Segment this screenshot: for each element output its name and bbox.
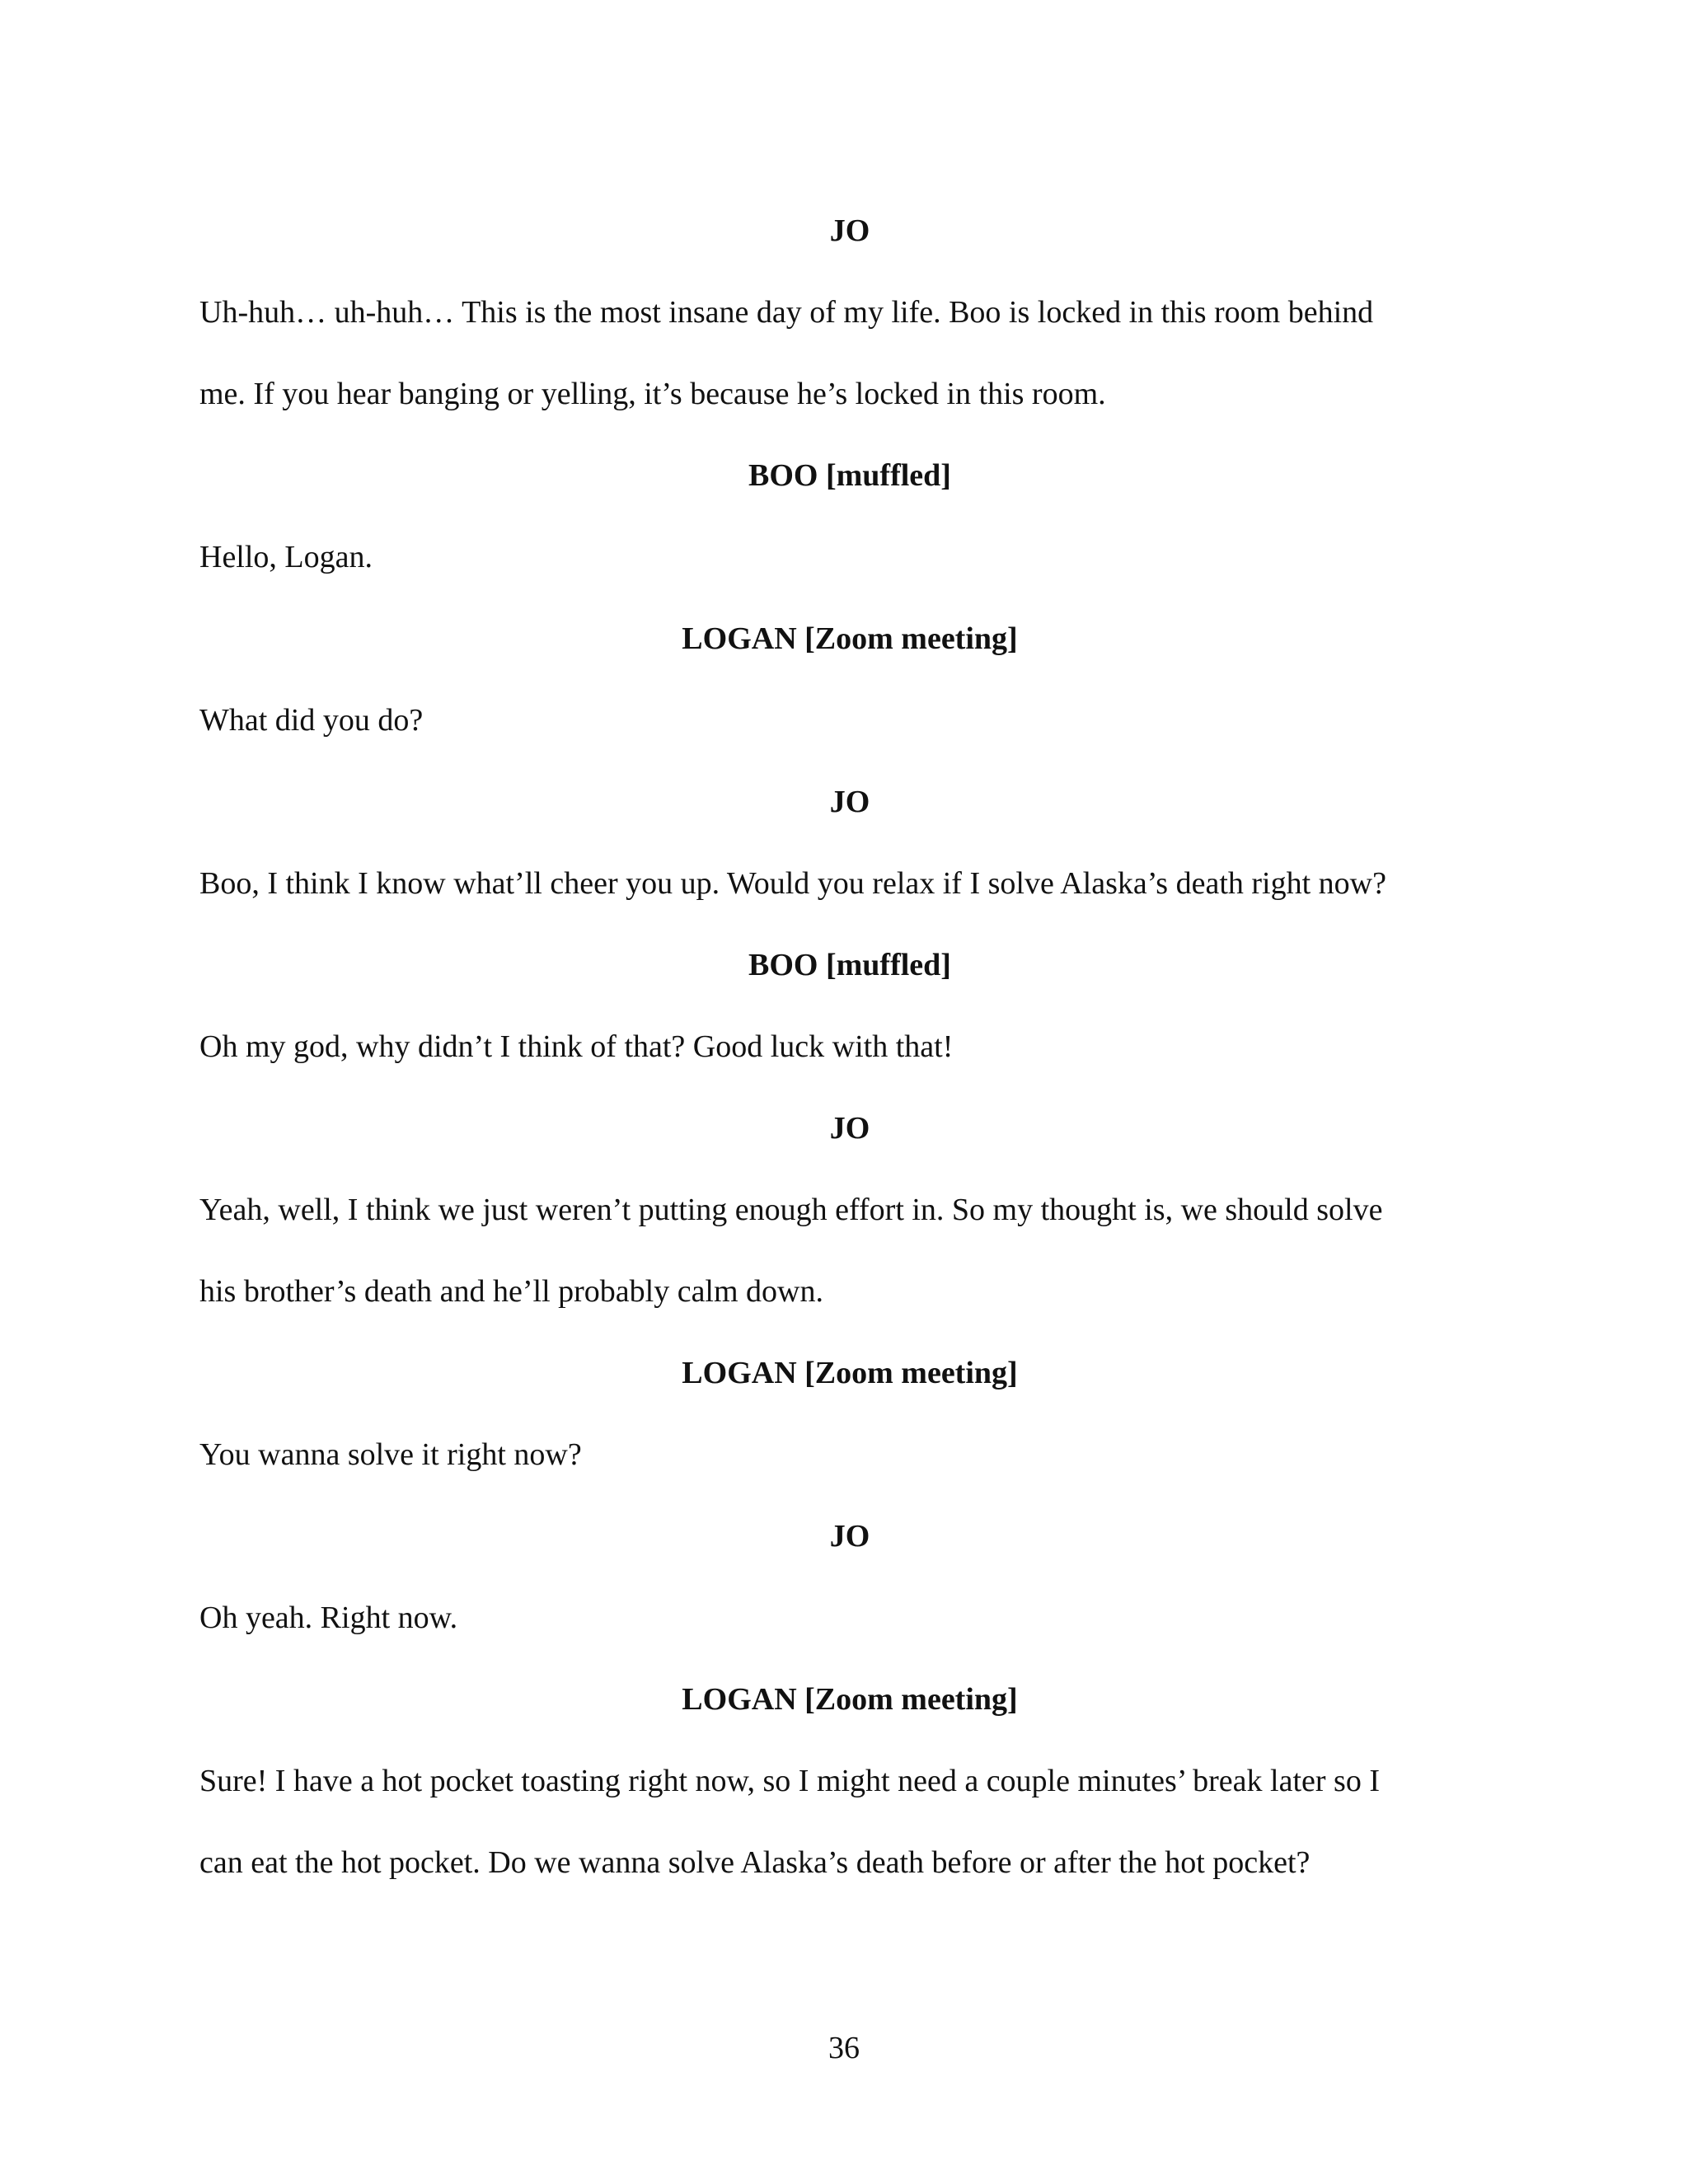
dialogue-line: Boo, I think I know what’ll cheer you up. Would you relax if I solve Alaska’s death right now? bbox=[199, 866, 1386, 901]
dialogue-block bbox=[199, 1659, 1500, 1904]
dialogue-block bbox=[199, 190, 1500, 435]
dialogue-block bbox=[199, 762, 1500, 925]
dialogue-block bbox=[199, 1496, 1500, 1659]
speaker-name: BOO [muffled] bbox=[748, 948, 951, 982]
page-number: 36 bbox=[828, 2031, 860, 2065]
speaker-name: JO bbox=[829, 1111, 870, 1146]
dialogue-block bbox=[199, 1333, 1500, 1496]
dialogue-block bbox=[199, 925, 1500, 1088]
dialogue-line: You wanna solve it right now? bbox=[199, 1437, 582, 1472]
dialogue-line: his brother’s death and he’ll probably calm down. bbox=[199, 1274, 823, 1309]
speaker-name: JO bbox=[829, 1519, 870, 1554]
dialogue-line: Oh yeah. Right now. bbox=[199, 1601, 458, 1635]
dialogue-block bbox=[199, 598, 1500, 762]
dialogue-block bbox=[199, 1088, 1500, 1333]
dialogue-line: What did you do? bbox=[199, 703, 424, 738]
dialogue-line: Yeah, well, I think we just weren’t putting enough effort in. So my thought is, we should solve bbox=[199, 1193, 1383, 1227]
speaker-name: LOGAN [Zoom meeting] bbox=[682, 1356, 1018, 1390]
speaker-name: BOO [muffled] bbox=[748, 458, 951, 493]
dialogue-line: Uh-huh… uh-huh… This is the most insane day of my life. Boo is locked in this room behind bbox=[199, 295, 1374, 330]
speaker-name: LOGAN [Zoom meeting] bbox=[682, 1682, 1018, 1717]
speaker-name: JO bbox=[829, 785, 870, 819]
speaker-name: LOGAN [Zoom meeting] bbox=[682, 621, 1018, 656]
dialogue-line: Sure! I have a hot pocket toasting right now, so I might need a couple minutes’ break later so I bbox=[199, 1764, 1380, 1798]
dialogue-line: Oh my god, why didn’t I think of that? Good luck with that! bbox=[199, 1029, 954, 1064]
speaker-name: JO bbox=[829, 213, 870, 248]
dialogue-line: me. If you hear banging or yelling, it’s because he’s locked in this room. bbox=[199, 377, 1106, 411]
dialogue-block bbox=[199, 435, 1500, 598]
dialogue-line: Hello, Logan. bbox=[199, 540, 373, 574]
dialogue-line: can eat the hot pocket. Do we wanna solve Alaska’s death before or after the hot pocket? bbox=[199, 1845, 1311, 1880]
script-body bbox=[199, 190, 1500, 1904]
